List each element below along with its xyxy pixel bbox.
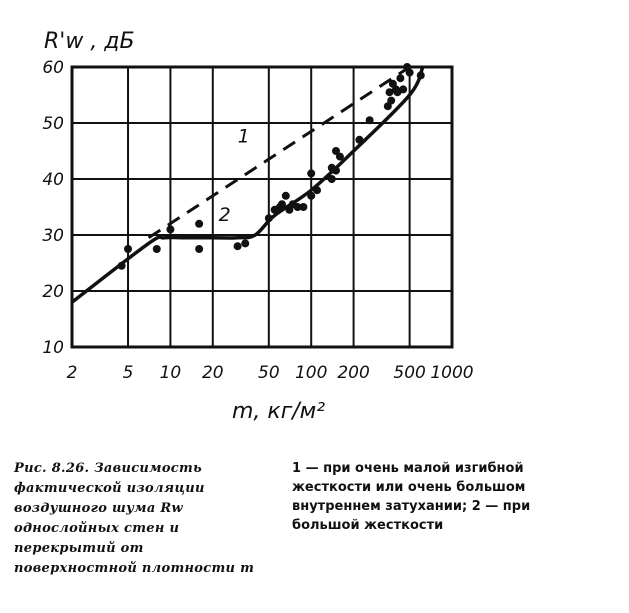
x-tick-label: 1000 — [430, 363, 474, 383]
x-axis-label: m, кг/м² — [232, 399, 326, 424]
data-point — [278, 200, 286, 208]
data-point — [406, 69, 414, 77]
data-point — [387, 97, 395, 105]
y-tick-label: 50 — [42, 114, 64, 134]
data-point — [265, 214, 273, 222]
data-point — [299, 203, 307, 211]
y-tick-label: 20 — [42, 282, 64, 302]
data-point — [282, 192, 290, 200]
data-point — [153, 245, 161, 253]
data-point — [355, 136, 363, 144]
x-tick-label: 2 — [66, 363, 78, 383]
figure-caption: Рис. 8.26. Зависимость фактической изоляции воздушного шума Rw однослойных стен и перекрытий от поверхностной плотности m — [14, 461, 255, 576]
data-point — [399, 85, 407, 93]
x-tick-label: 10 — [159, 363, 182, 383]
data-point — [307, 169, 315, 177]
data-point — [234, 242, 242, 250]
y-tick-label: 10 — [42, 338, 64, 358]
data-point — [313, 186, 321, 194]
curve-label-2: 2 — [218, 204, 231, 226]
curve-label-1: 1 — [237, 125, 250, 148]
data-point — [336, 153, 344, 161]
data-point — [195, 220, 203, 228]
x-tick-label: 100 — [294, 363, 328, 383]
x-tick-label: 5 — [122, 363, 134, 383]
data-point — [307, 192, 315, 200]
y-tick-label: 40 — [42, 170, 64, 190]
data-point — [118, 262, 126, 270]
x-tick-label: 500 — [393, 363, 426, 383]
data-point — [366, 116, 374, 124]
data-point — [166, 225, 174, 233]
data-point — [195, 245, 203, 253]
y-tick-label: 30 — [42, 226, 64, 246]
data-point — [396, 74, 404, 82]
data-point — [417, 71, 425, 79]
data-point — [241, 239, 249, 247]
figure-legend-text: 1 — при очень малой изгибной жесткости или очень большом внутреннем затухании; 2 — при большой жесткости — [292, 461, 531, 533]
data-point — [124, 245, 132, 253]
data-point — [328, 175, 336, 183]
x-tick-label: 50 — [258, 363, 280, 383]
data-point — [332, 167, 340, 175]
y-tick-label: 60 — [42, 58, 64, 78]
y-axis-label: R'w , дБ — [44, 29, 135, 54]
x-tick-label: 20 — [201, 363, 224, 383]
x-tick-label: 200 — [337, 363, 370, 383]
curve-labels — [219, 126, 250, 226]
